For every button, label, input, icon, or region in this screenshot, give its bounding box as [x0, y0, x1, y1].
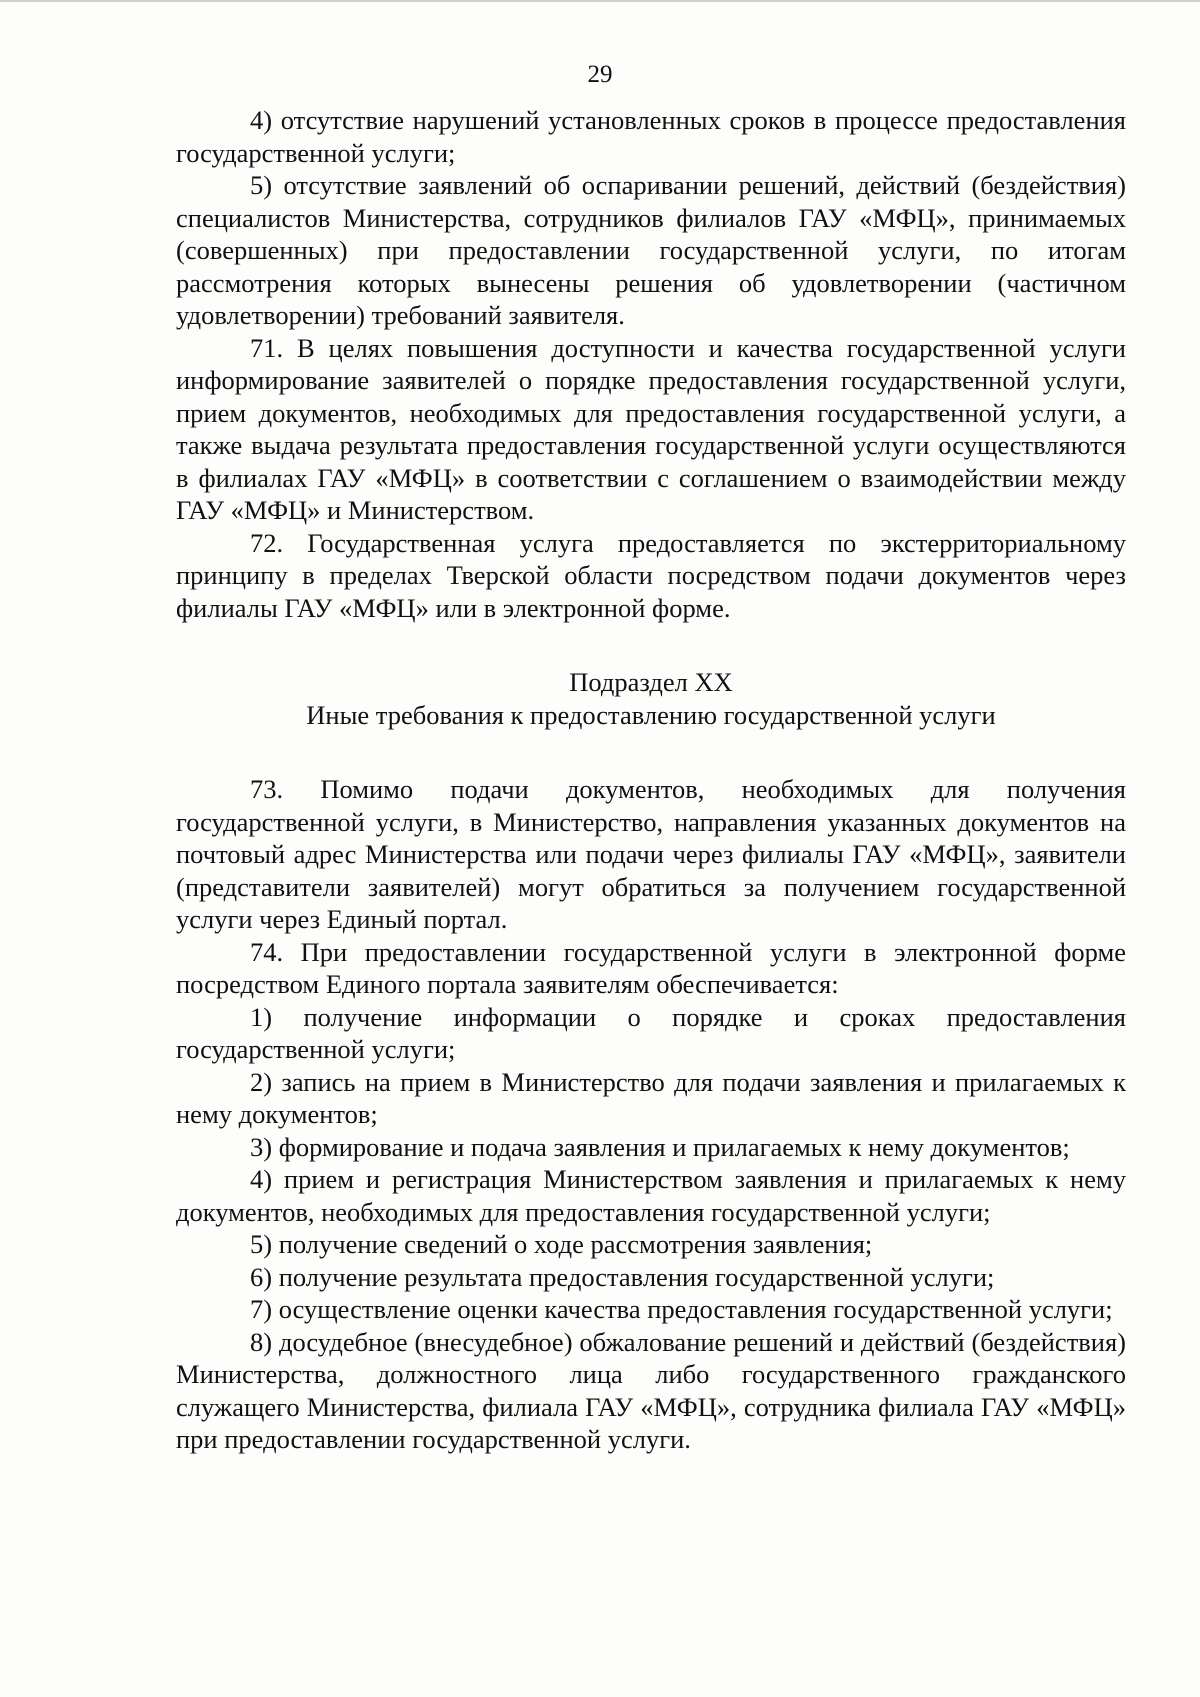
subsection-title: Иные требования к предоставлению государственной услуги — [306, 699, 996, 730]
paragraph-item-5: 5) отсутствие заявлений об оспаривании решений, действий (бездействия) специалистов Министерства, сотрудников филиалов ГАУ «МФЦ», принимаемых (совершенных) при предоставлении государственной услуги, по итогам рассмотрения которых вынесены решения об удовлетворении (частичном удовлетворении) требований заявителя. — [176, 170, 1126, 330]
list-item-5: 5) получение сведений о ходе рассмотрения заявления; — [250, 1229, 873, 1259]
list-item-4: 4) прием и регистрация Министерством заявления и прилагаемых к нему документов, необходимых для предоставления государственной услуги; — [176, 1164, 1126, 1227]
paragraph-72: 72. Государственная услуга предоставляется по экстерриториальному принципу в пределах Тверской области посредством подачи документов через филиалы ГАУ «МФЦ» или в электронной форме. — [176, 527, 1126, 623]
list-item-6: 6) получение результата предоставления государственной услуги; — [250, 1261, 995, 1292]
paragraph-73: 73. Помимо подачи документов, необходимых для получения государственной услуги, в Министерство, направления указанных документов на почтовый адрес Министерства или подачи через филиалы ГАУ «МФЦ», заявители (представители заявителей) могут обратиться за получением государственной услуги через Единый портал. — [176, 774, 1126, 934]
paragraph-71: 71. В целях повышения доступности и качества государственной услуги информирование заявителей о порядке предоставления государственной услуги, прием документов, необходимых для предоставления государственной услуги, а также выдача результата предоставления государственной услуги осуществляются в филиалах ГАУ «МФЦ» в соответствии с соглашением о взаимодействии между ГАУ «МФЦ» и Министерством. — [176, 332, 1126, 525]
list-item-8: 8) досудебное (внесудебное) обжалование решений и действий (бездействия) Министерства, должностного лица либо государственного гражданского служащего Министерства, филиала ГАУ «МФЦ», сотрудника филиала ГАУ «МФЦ» при предоставлении государственной услуги. — [176, 1326, 1126, 1454]
list-item-3: 3) формирование и подача заявления и прилагаемых к нему документов; — [250, 1131, 1070, 1162]
list-item-2: 2) запись на прием в Министерство для подачи заявления и прилагаемых к нему документов; — [176, 1066, 1126, 1129]
paragraph-74: 74. При предоставлении государственной услуги в электронной форме посредством Единого портала заявителям обеспечивается: — [176, 936, 1126, 999]
section-spacer — [176, 731, 1126, 773]
subsection-label: Подраздел XX — [569, 667, 733, 697]
page-top-edge — [0, 0, 1200, 2]
document-body — [176, 104, 1126, 1456]
list-item-1: 1) получение информации о порядке и сроках предоставления государственной услуги; — [176, 1001, 1126, 1064]
list-item-7: 7) осуществление оценки качества предоставления государственной услуги; — [250, 1294, 1113, 1324]
paragraph-item-4: 4) отсутствие нарушений установленных сроков в процессе предоставления государственной услуги; — [176, 105, 1126, 168]
page-number: 29 — [587, 61, 613, 88]
